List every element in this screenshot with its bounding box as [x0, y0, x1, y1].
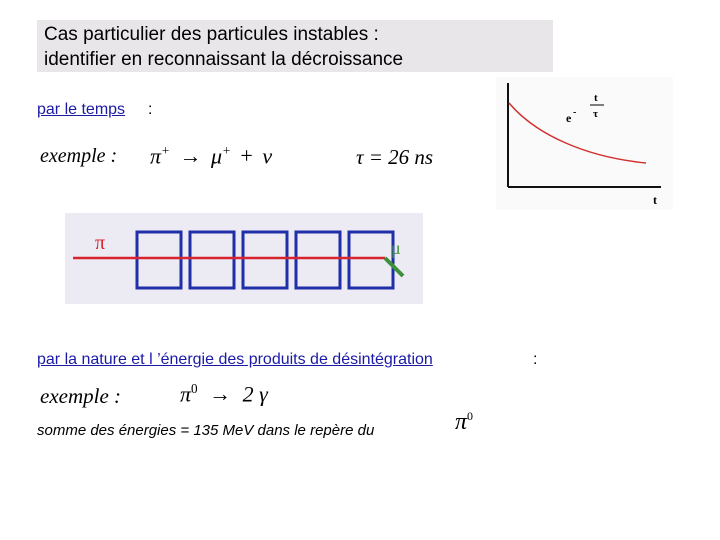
energy-sum-note: somme des énergies = 135 MeV dans le repère du [37, 422, 375, 439]
time-heading-colon: : [148, 101, 153, 118]
detector-chamber [243, 232, 287, 288]
pion-track-label: π [95, 232, 106, 254]
formula-exp-den: τ [593, 108, 599, 120]
example-2-label: exemple : [40, 384, 122, 408]
two-photons: 2 γ [242, 381, 268, 407]
decay-arrow-2: → [209, 381, 232, 407]
decay-track-diagram [65, 213, 423, 304]
time-heading-text: par le temps [37, 101, 126, 118]
pion-decay-equation [150, 143, 272, 169]
products-heading-colon: : [533, 351, 538, 368]
lifetime-value: τ = 26 ns [356, 145, 434, 169]
time-heading-link[interactable] [37, 101, 125, 119]
muon-charge: + [221, 143, 231, 158]
muon-symbol: μ [210, 143, 222, 169]
neutral-pion-equation [180, 381, 268, 407]
title-line-1: Cas particulier des particules instables : [44, 24, 379, 45]
products-heading-text: par la nature et l ’énergie des produits de désintégration [37, 351, 433, 368]
rest-frame-pion: π [455, 409, 468, 435]
example-1-label: exemple : [40, 145, 118, 167]
neutral-pion-charge: 0 [191, 381, 198, 396]
rest-frame-symbol [455, 409, 473, 436]
neutral-pion-symbol: π [180, 381, 192, 407]
products-heading-link[interactable] [37, 351, 433, 369]
slide-title [37, 20, 553, 72]
rest-frame-charge: 0 [467, 409, 474, 423]
formula-exp-num: t [594, 92, 598, 104]
svg-text:-: - [573, 107, 577, 118]
title-line-2: identifier en reconnaissant la décroissance [44, 49, 404, 70]
graph-x-label: t [653, 193, 657, 207]
exponential-decay-graph [496, 77, 673, 210]
formula-base: e [566, 111, 572, 125]
detector-chamber [190, 232, 234, 288]
pion-charge: + [161, 143, 170, 158]
muon-track-label: μ [391, 238, 401, 258]
plus-sign: + [240, 143, 253, 169]
detector-chamber [137, 232, 181, 288]
detector-chamber [296, 232, 340, 288]
decay-curve [509, 103, 646, 163]
decay-arrow: → [179, 143, 202, 169]
pion-symbol: π [150, 143, 162, 169]
neutrino-symbol: ν [262, 143, 273, 169]
